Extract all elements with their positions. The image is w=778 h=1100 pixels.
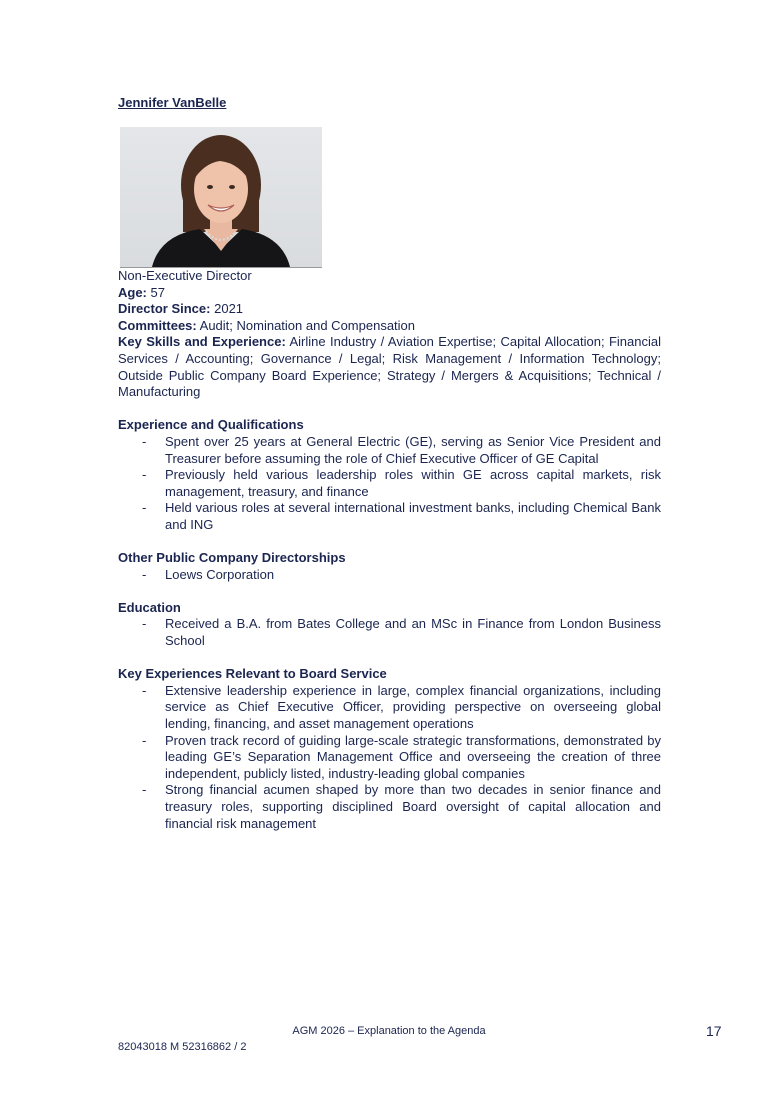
list-item: - Loews Corporation: [118, 567, 661, 584]
directorships-list: [118, 567, 661, 584]
list-item: - Previously held various leadership roles within GE across capital markets, risk management, treasury, and finance: [118, 467, 661, 500]
list-item: - Strong financial acumen shaped by more than two decades in senior finance and treasury roles, supporting disciplined Board oversight of capital allocation and financial risk management: [118, 782, 661, 832]
director-since-value: 2021: [214, 301, 244, 317]
page-number: 17: [706, 1023, 722, 1039]
list-item: - Held various roles at several international investment banks, including Chemical Bank and ING: [118, 500, 661, 533]
director-profile: [118, 95, 661, 832]
footer-title: AGM 2026 – Explanation to the Agenda: [292, 1025, 486, 1037]
committees-label: Committees:: [118, 317, 197, 333]
directorships-heading: Other Public Company Directorships: [118, 550, 346, 566]
list-item: - Spent over 25 years at General Electric (GE), serving as Senior Vice President and Treasurer before assuming the role of Chief Executive Officer of GE Capital: [118, 434, 661, 467]
education-heading: Education: [118, 599, 181, 615]
key-experiences-heading: Key Experiences Relevant to Board Service: [118, 666, 387, 682]
age-label: Age:: [118, 284, 147, 300]
age-value: 57: [150, 284, 165, 300]
age-line: [118, 285, 661, 302]
director-name: Jennifer VanBelle: [118, 95, 227, 110]
skills-label: Key Skills and Experience:: [118, 334, 286, 350]
skills-value: Airline Industry / Aviation Expertise; Capital Allocation; Financial Services / Accounting; Governance / Legal; Risk Management / Information Technology; Outside Public Company Board Experience; Strategy / Mergers & Acquisitions; Technical / Manufacturing: [118, 334, 661, 400]
profile-details: [118, 268, 661, 832]
document-id: 82043018 M 52316862 / 2: [118, 1041, 247, 1053]
key-experiences-list: [118, 683, 661, 832]
list-item: - Proven track record of guiding large-scale strategic transformations, demonstrated by leading GE’s Separation Management Office and overseeing the creation of three independent, publicly listed, industry-leading global companies: [118, 733, 661, 783]
education-list: [118, 616, 661, 649]
committees-value: Audit; Nomination and Compensation: [199, 317, 416, 333]
director-photo: [120, 127, 322, 268]
committees-line: [118, 318, 661, 335]
skills-line: [118, 334, 661, 400]
director-since-line: [118, 301, 661, 318]
director-since-label: Director Since:: [118, 301, 211, 317]
experience-heading: Experience and Qualifications: [118, 417, 304, 433]
list-item: - Received a B.A. from Bates College and an MSc in Finance from London Business School: [118, 616, 661, 649]
list-item: - Extensive leadership experience in large, complex financial organizations, including service as Chief Executive Officer, providing perspective on overseeing global lending, financing, and asset management operations: [118, 683, 661, 733]
experience-list: [118, 434, 661, 534]
director-role: Non-Executive Director: [118, 268, 252, 283]
